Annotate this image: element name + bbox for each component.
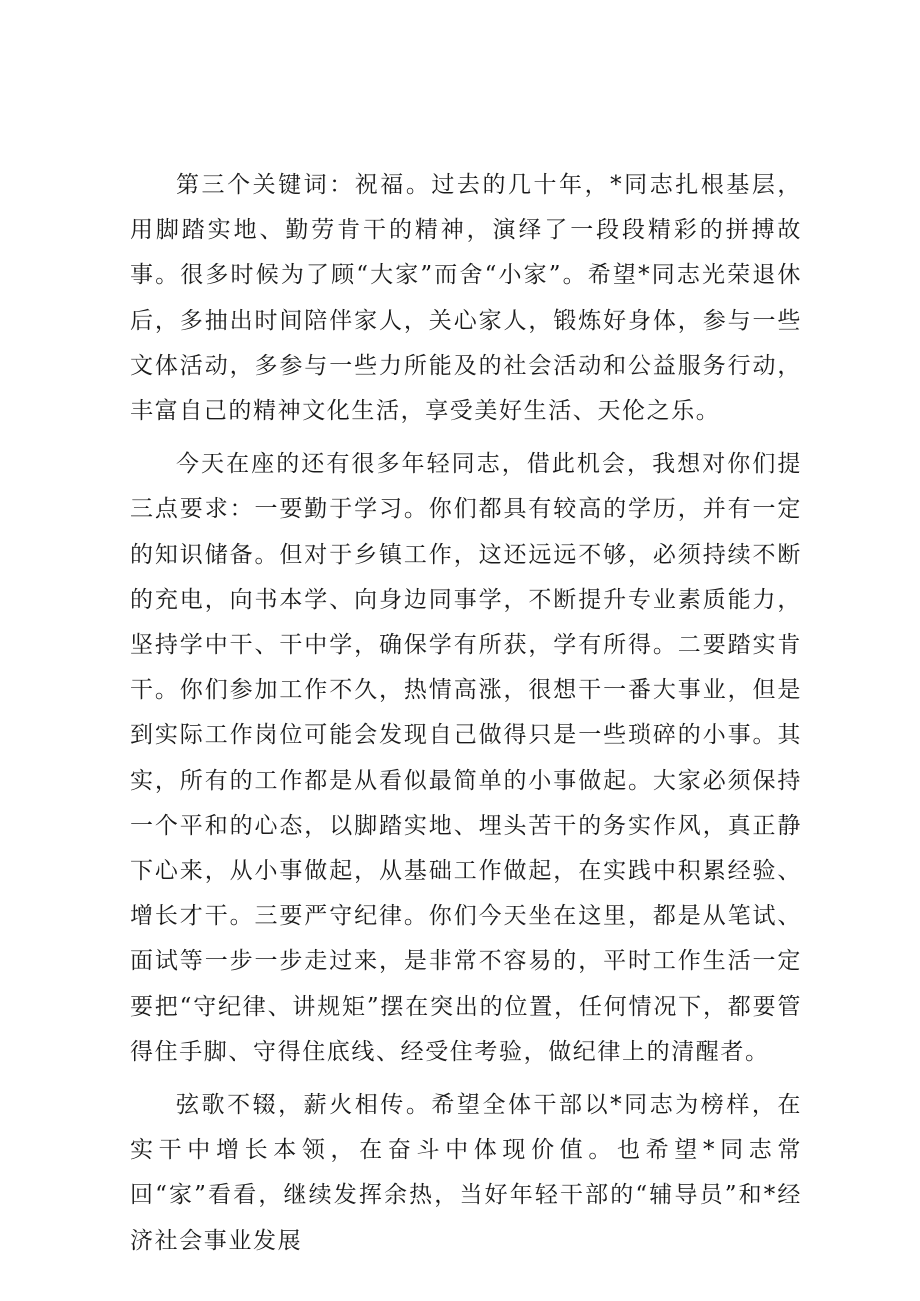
paragraph-passing-the-torch: 弦歌不辍，薪火相传。希望全体干部以*同志为榜样，在实干中增长本领，在奋斗中体现价值。也希望*同志常回“家”看看，继续发挥余热，当好年轻干部的“辅导员”和*经济社会事业发展 bbox=[130, 1092, 802, 1254]
paragraph-young-comrades-requirements: 今天在座的还有很多年轻同志，借此机会，我想对你们提三点要求：一要勤于学习。你们都具有较高的学历，并有一定的知识储备。但对于乡镇工作，这还远远不够，必须持续不断的充电，向书本学、向身边同事学，不断提升专业素质能力，坚持学中干、干中学，确保学有所获，学有所得。二要踏实肯干。你们参加工作不久，热情高涨，很想干一番大事业，但是到实际工作岗位可能会发现自己做得只是一些琐碎的小事。其实，所有的工作都是从看似最简单的小事做起。大家必须保持一个平和的心态，以脚踏实地、埋头苦干的务实作风，真正静下心来，从小事做起，从基础工作做起，在实践中积累经验、增长才干。三要严守纪律。你们今天坐在这里，都是从笔试、面试等一步一步走过来，是非常不容易的，平时工作生活一定要把“守纪律、讲规矩”摆在突出的位置，任何情况下，都要管得住手脚、守得住底线、经受住考验，做纪律上的清醒者。 bbox=[130, 451, 802, 1065]
document-body bbox=[130, 163, 802, 1264]
paragraph-blessing: 第三个关键词：祝福。过去的几十年，*同志扎根基层，用脚踏实地、勤劳肯干的精神，演绎了一段段精彩的拼搏故事。很多时候为了顾“大家”而舍“小家”。希望*同志光荣退休后，多抽出时间陪伴家人，关心家人，锻炼好身体，参与一些文体活动，多参与一些力所能及的社会活动和公益服务行动，丰富自己的精神文化生活，享受美好生活、天伦之乐。 bbox=[130, 172, 802, 425]
